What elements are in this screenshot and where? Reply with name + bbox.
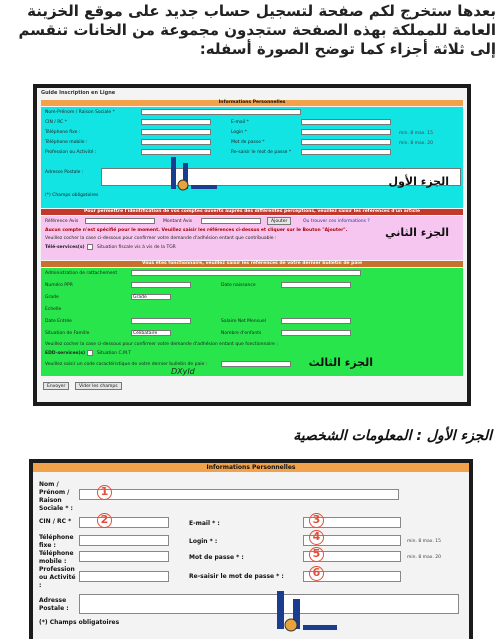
echelle-label: Echelle	[45, 307, 62, 312]
tel-mobile-label: Téléphone mobile :	[45, 140, 88, 145]
salaire-label: Salaire Net Mensuel	[221, 319, 266, 324]
tel-mobile-input[interactable]	[141, 139, 211, 145]
tel-mobile-label: Téléphone mobile :	[39, 550, 74, 565]
profession-label: Profession ou Activité :	[45, 150, 97, 155]
red-instruction-bar: Pour permettre l'identification de vos comptes ouverts auprès des différentes perceptions, veuillez saisir les références d'un article	[41, 209, 463, 215]
famille-select[interactable]: Célibataire	[131, 330, 171, 336]
zone-fonctionnaire	[41, 268, 463, 376]
name-label: Nom / Prénom / Raison Sociale * :	[39, 481, 73, 512]
form-screenshot-part1	[29, 459, 473, 639]
cmt-checkbox[interactable]	[87, 350, 93, 356]
lantern-logo-icon	[233, 587, 343, 635]
where-info-link[interactable]: Ou trouver ces informations ?	[303, 219, 370, 224]
ajouter-button[interactable]: Ajouter	[267, 217, 291, 225]
section-heading: الجزء الأول : المعلومات الشخصية	[293, 428, 492, 444]
tgr-checkbox[interactable]	[87, 244, 93, 250]
birth-label: Date naissance	[221, 283, 256, 288]
grade-select[interactable]: Grade	[131, 294, 171, 300]
date-entree-label: Date Entrée	[45, 319, 72, 324]
required-note: (*) Champs obligatoires	[39, 619, 120, 626]
zone1-label: الجزء الأول	[388, 175, 449, 188]
fonct-bar: Vous êtes fonctionnaire, veuillez saisir les références de votre dernier bulletin de paie	[41, 261, 463, 267]
repassword-input[interactable]	[301, 149, 391, 155]
login-label: Login *	[231, 130, 247, 135]
password-label: Mot de passe *	[231, 140, 265, 145]
ref-avis-label: Référence Avis	[45, 219, 79, 224]
zone-accounts	[41, 216, 463, 260]
montant-avis-input[interactable]	[201, 218, 261, 224]
login-label: Login * :	[189, 538, 218, 545]
login-hint: min. 8 max. 15	[399, 131, 434, 136]
personal-info-bar: Informations Personnelles	[33, 463, 469, 472]
guide-title: Guide Inscription en Ligne	[41, 90, 116, 96]
zone3-label: الجزء الثالث	[308, 356, 373, 369]
marker-5: 5	[309, 547, 324, 562]
admin-label: Administration de rattachement	[45, 271, 118, 276]
password-label: Mot de passe * :	[189, 554, 244, 561]
lantern-logo-icon	[151, 155, 231, 195]
marker-4: 4	[309, 530, 324, 545]
profession-label: Profession ou Activité :	[39, 566, 76, 589]
cin-input[interactable]	[141, 119, 211, 125]
name-input[interactable]	[141, 109, 301, 115]
name-input[interactable]	[79, 489, 399, 500]
watermark-text: DXyld	[171, 367, 195, 376]
ppr-input[interactable]	[131, 282, 191, 288]
form-page	[37, 88, 467, 402]
edd-services-label: EDD-services(s)	[45, 351, 86, 356]
no-account-note: Aucun compte n'est spécifié pour le moment. Veuillez saisir les références ci-dessus et cliquer sur le Bouton "Ajouter".	[45, 228, 348, 233]
password-hint: min. 8 max. 20	[399, 141, 434, 146]
personal-info-form	[33, 463, 469, 639]
email-input[interactable]	[301, 119, 391, 125]
envoyer-button[interactable]: Envoyer	[43, 382, 69, 390]
marker-3: 3	[309, 513, 324, 528]
cin-input[interactable]	[79, 517, 169, 528]
tgr-label: Situation fiscale vis à vis de la TGR	[97, 245, 176, 250]
cmt-label: Situation C.M.T	[97, 351, 132, 356]
marker-1: 1	[97, 485, 112, 500]
tel-mobile-input[interactable]	[79, 551, 169, 562]
grade-label: Grade	[45, 295, 59, 300]
required-note: (*) Champs obligatoires	[45, 193, 99, 198]
date-entree-input[interactable]	[131, 318, 191, 324]
cin-label: CIN / RC *	[45, 120, 67, 125]
email-label: E-mail * :	[189, 520, 220, 527]
confirm-fonct-note: Veuillez cocher la case ci-dessous pour confirmer votre demande d'adhésion entant que fonctionnaire :	[45, 342, 278, 347]
tele-services-label: Télé-services(s)	[45, 245, 85, 250]
zone2-label: الجزء الثاني	[385, 226, 449, 239]
profession-input[interactable]	[79, 571, 169, 582]
repassword-label: Re-saisir le mot de passe *	[231, 150, 292, 155]
confirm-note: Veuillez cocher la case ci-dessous pour confirmer votre demande d'adhésion entant que contribuable :	[45, 236, 277, 241]
tel-fixe-label: Téléphone fixe :	[39, 534, 74, 549]
code-input[interactable]	[221, 361, 291, 367]
name-label: Nom-Prénom / Raison Sociale *	[45, 110, 115, 115]
vider-button[interactable]: Vider les champs	[75, 382, 122, 390]
zone-personal	[41, 107, 463, 208]
ref-avis-input[interactable]	[85, 218, 155, 224]
enfants-input[interactable]	[281, 330, 351, 336]
marker-2: 2	[97, 513, 112, 528]
address-label: Adresse Postale :	[45, 170, 84, 175]
email-label: E-mail *	[231, 120, 249, 125]
tel-fixe-input[interactable]	[79, 535, 169, 546]
password-input[interactable]	[301, 139, 391, 145]
cin-label: CIN / RC *	[39, 518, 72, 525]
admin-select[interactable]	[131, 270, 361, 276]
montant-avis-label: Montant Avis	[163, 219, 193, 224]
birth-input[interactable]	[281, 282, 351, 288]
login-input[interactable]	[301, 129, 391, 135]
login-hint: min. 8 max. 15	[407, 539, 442, 544]
personal-info-bar: Informations Personnelles	[41, 100, 463, 106]
intro-paragraph: بعدها ستخرج لكم صفحة لتسجيل حساب جديد على موقع الخزينة العامة للمملكة بهذه الصفحة ستجدون مجموعة من الخانات تنقسم إلى ثلاثة أجزاء كما توضح الصورة أسفله:	[18, 2, 496, 58]
salaire-input[interactable]	[281, 318, 351, 324]
enfants-label: Nombre d'enfants	[221, 331, 262, 336]
password-hint: min. 8 max. 20	[407, 555, 442, 560]
repassword-label: Re-saisir le mot de passe * :	[189, 573, 284, 580]
form-screenshot-full	[33, 84, 471, 406]
tel-fixe-input[interactable]	[141, 129, 211, 135]
famille-label: Situation de Famille	[45, 331, 90, 336]
code-label: Veuillez saisir un code caractéristique de votre dernier bulletin de paie :	[45, 362, 208, 367]
tel-fixe-label: Téléphone fixe :	[45, 130, 81, 135]
ppr-label: Numéro PPR	[45, 283, 73, 288]
marker-6: 6	[309, 566, 324, 581]
address-label: Adresse Postale :	[39, 597, 69, 612]
